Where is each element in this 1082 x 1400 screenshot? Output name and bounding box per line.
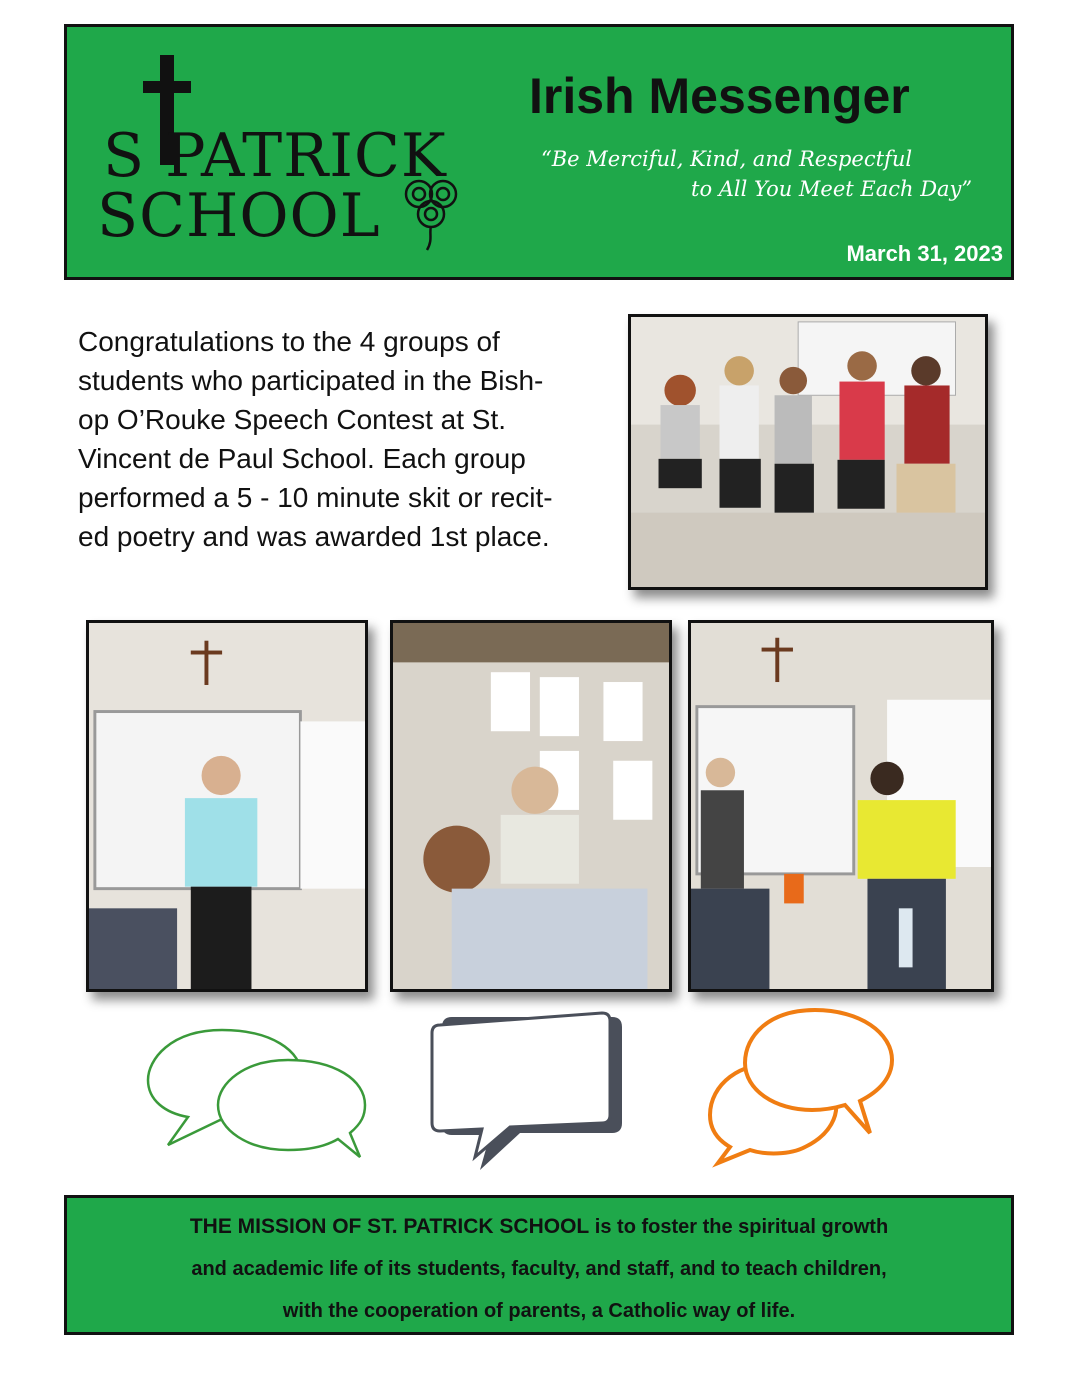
intro-paragraph <box>78 322 608 556</box>
shamrock-icon <box>397 176 465 251</box>
green-speech-bubbles-icon <box>148 1030 365 1157</box>
mission-line-3: with the cooperation of parents, a Catholic way of life. <box>282 1300 796 1322</box>
logo-line-2: SCHOOL <box>97 181 381 251</box>
newsletter-title: Irish Messenger <box>529 68 910 124</box>
logo-line-1: S PATRICK <box>103 121 447 191</box>
photo-speech-boy <box>86 620 368 992</box>
orange-speech-bubbles-icon <box>710 1010 892 1163</box>
intro-line: students who participated in the Bish- <box>78 365 544 396</box>
dark-speech-bubble-icon <box>432 1013 622 1170</box>
mission-line-1 <box>67 1206 1011 1248</box>
intro-line: Congratulations to the 4 groups of <box>78 326 500 357</box>
intro-line: ed poetry and was awarded 1st place. <box>78 521 550 552</box>
photo-skit-students <box>390 620 672 992</box>
intro-line: Vincent de Paul School. Each group <box>78 443 526 474</box>
speech-bubbles-decoration <box>140 1005 900 1175</box>
school-logo <box>97 51 477 251</box>
masthead <box>64 24 1014 280</box>
issue-date: March 31, 2023 <box>846 241 1003 266</box>
photo-skit-girls <box>688 620 994 992</box>
mission-line-1-rest: is to foster the spiritual growth <box>589 1216 889 1238</box>
mission-lead: THE MISSION OF ST. PATRICK SCHOOL <box>189 1215 590 1238</box>
photo-seated-students <box>628 314 988 590</box>
mission-line-2: and academic life of its students, faculty, and staff, and to teach children, <box>191 1258 887 1280</box>
intro-line: performed a 5 - 10 minute skit or recit- <box>78 482 553 513</box>
motto-line-1: “Be Merciful, Kind, and Respectful <box>541 147 913 171</box>
motto-line-2: to All You Meet Each Day” <box>691 177 973 201</box>
intro-line: op O’Rouke Speech Contest at St. <box>78 404 507 435</box>
mission-statement <box>64 1195 1014 1335</box>
